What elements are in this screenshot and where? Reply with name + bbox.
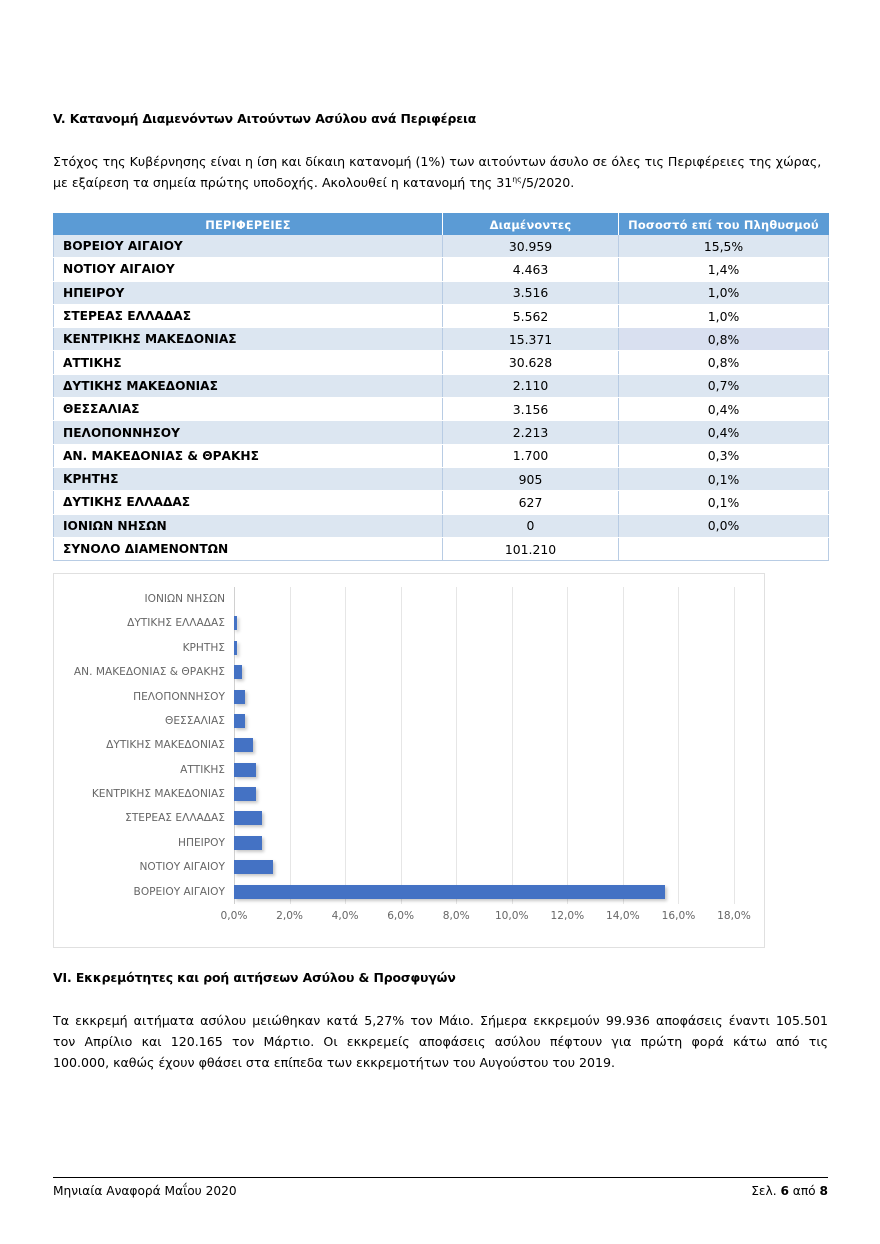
cell-percentage: 0,4% <box>619 421 829 444</box>
section-heading-v: V. Κατανομή Διαμενόντων Αιτούντων Ασύλου ανά Περιφέρεια <box>53 111 477 126</box>
cell-region: ΔΥΤΙΚΗΣ ΕΛΛΑΔΑΣ <box>54 491 443 514</box>
cell-region: ΑΝ. ΜΑΚΕΔΟΝΙΑΣ & ΘΡΑΚΗΣ <box>54 444 443 467</box>
closing-line-2: τον Απρίλιο και 120.165 τον Μάρτιο. Οι εκκρεμείς αποφάσεις ασύλου πέφτουν για πρώτη φορά κάτω από τις <box>53 1034 828 1049</box>
cell-region: ΗΠΕΙΡΟΥ <box>54 281 443 304</box>
cell-percentage <box>619 537 829 560</box>
cell-region: ΚΕΝΤΡΙΚΗΣ ΜΑΚΕΔΟΝΙΑΣ <box>54 328 443 351</box>
chart-category-row <box>180 758 734 782</box>
intro-line-2-after: /5/2020. <box>521 175 575 190</box>
chart-category-row <box>182 636 734 660</box>
cell-region: ΠΕΛΟΠΟΝΝΗΣΟΥ <box>54 421 443 444</box>
chart-category-row <box>127 611 734 635</box>
cell-region: ΝΟΤΙΟΥ ΑΙΓΑΙΟΥ <box>54 258 443 281</box>
table-body <box>54 235 829 561</box>
cell-region: ΘΕΣΣΑΛΙΑΣ <box>54 398 443 421</box>
table-row <box>54 351 829 374</box>
cell-percentage: 0,7% <box>619 374 829 397</box>
cell-residents: 2.213 <box>443 421 619 444</box>
footer-report-title: Μηνιαία Αναφορά Μαΐου 2020 <box>53 1184 237 1198</box>
intro-line-2-before: με εξαίρεση τα σημεία πρώτης υποδοχής. Ακολουθεί η κατανομή της 31 <box>53 175 513 190</box>
cell-region: ΙΟΝΙΩΝ ΝΗΣΩΝ <box>54 514 443 537</box>
table-row <box>54 374 829 397</box>
cell-region: ΑΤΤΙΚΗΣ <box>54 351 443 374</box>
footer-page-middle: από <box>788 1184 820 1198</box>
cell-percentage: 0,1% <box>619 491 829 514</box>
cell-percentage: 15,5% <box>619 235 829 258</box>
section-heading-vi: VI. Εκκρεμότητες και ροή αιτήσεων Ασύλου & Προσφυγών <box>53 970 456 985</box>
chart-x-tick-label: 14,0% <box>606 910 640 922</box>
chart-category-row <box>144 587 734 611</box>
table-row <box>54 304 829 327</box>
cell-residents: 1.700 <box>443 444 619 467</box>
chart-bar <box>234 738 253 752</box>
chart-bar <box>234 787 256 801</box>
chart-bar <box>234 763 256 777</box>
ordinal-suffix: ης <box>512 174 522 184</box>
chart-x-tick-label: 8,0% <box>442 910 470 922</box>
cell-residents: 30.628 <box>443 351 619 374</box>
chart-bar <box>234 665 242 679</box>
intro-paragraph <box>53 151 828 193</box>
chart-bar <box>234 714 245 728</box>
chart-bar <box>234 885 665 899</box>
cell-residents: 627 <box>443 491 619 514</box>
chart-category-label: ΑΤΤΙΚΗΣ <box>180 763 225 776</box>
cell-residents: 101.210 <box>443 537 619 560</box>
chart-x-tick-label: 10,0% <box>494 910 529 922</box>
footer-page-indicator <box>751 1184 828 1198</box>
chart-category-label: ΙΟΝΙΩΝ ΝΗΣΩΝ <box>144 593 225 605</box>
cell-percentage: 0,8% <box>619 328 829 351</box>
table-row <box>54 258 829 281</box>
cell-region: ΣΤΕΡΕΑΣ ΕΛΛΑΔΑΣ <box>54 304 443 327</box>
chart-bar <box>234 860 273 874</box>
footer-total-pages: 8 <box>819 1184 828 1198</box>
cell-residents: 15.371 <box>443 328 619 351</box>
chart-inner <box>54 574 764 947</box>
chart-category-label: ΚΕΝΤΡΙΚΗΣ ΜΑΚΕΔΟΝΙΑΣ <box>91 788 225 801</box>
cell-percentage: 0,1% <box>619 467 829 490</box>
cell-residents: 905 <box>443 467 619 490</box>
chart-category-row <box>165 709 734 733</box>
distribution-bar-chart <box>53 573 765 948</box>
column-header-residents: Διαμένοντες <box>443 214 619 236</box>
chart-category-label: ΝΟΤΙΟΥ ΑΙΓΑΙΟΥ <box>139 861 225 874</box>
footer-current-page: 6 <box>780 1184 789 1198</box>
cell-region: ΚΡΗΤΗΣ <box>54 467 443 490</box>
cell-region: ΒΟΡΕΙΟΥ ΑΙΓΑΙΟΥ <box>54 235 443 258</box>
closing-line-1: Τα εκκρεμή αιτήματα ασύλου μειώθηκαν κατά 5,27% τον Μάιο. Σήμερα εκκρεμούν 99.936 αποφάσεις έναντι 105.501 <box>53 1013 828 1028</box>
cell-percentage: 0,8% <box>619 351 829 374</box>
chart-category-row <box>133 880 734 904</box>
chart-x-tick-label: 18,0% <box>717 910 751 922</box>
cell-percentage: 0,0% <box>619 514 829 537</box>
chart-category-label: ΒΟΡΕΙΟΥ ΑΙΓΑΙΟΥ <box>133 885 225 898</box>
column-header-regions: ΠΕΡΙΦΕΡΕΙΕΣ <box>54 214 443 236</box>
chart-gridline <box>734 587 735 904</box>
chart-x-tick-label: 12,0% <box>550 910 585 922</box>
cell-residents: 0 <box>443 514 619 537</box>
chart-category-label: ΚΡΗΤΗΣ <box>182 641 225 654</box>
table-row <box>54 537 829 560</box>
chart-category-row <box>73 660 734 684</box>
cell-percentage: 1,0% <box>619 304 829 327</box>
table-row <box>54 281 829 304</box>
table-row <box>54 328 829 351</box>
cell-residents: 2.110 <box>443 374 619 397</box>
cell-percentage: 1,0% <box>619 281 829 304</box>
closing-line-3: 100.000, καθώς έχουν φθάσει στα επίπεδα των εκκρεμοτήτων του Αυγούστου του 2019. <box>53 1055 616 1070</box>
table-header-row <box>54 214 829 236</box>
footer-page-prefix: Σελ. <box>751 1184 781 1198</box>
chart-category-row <box>106 733 734 757</box>
chart-category-row <box>91 782 734 806</box>
chart-category-row <box>125 806 734 830</box>
chart-category-row <box>133 685 734 709</box>
footer-divider <box>53 1177 828 1178</box>
column-header-percentage: Ποσοστό επί του Πληθυσμού <box>619 214 829 236</box>
cell-residents: 4.463 <box>443 258 619 281</box>
table-row <box>54 491 829 514</box>
table-row <box>54 421 829 444</box>
chart-bar <box>234 641 237 655</box>
table-row <box>54 444 829 467</box>
chart-category-label: ΠΕΛΟΠΟΝΝΗΣΟΥ <box>133 690 225 703</box>
cell-residents: 3.156 <box>443 398 619 421</box>
cell-region: ΣΥΝΟΛΟ ΔΙΑΜΕΝΟΝΤΩΝ <box>54 537 443 560</box>
chart-x-tick-label: 6,0% <box>387 910 415 922</box>
chart-x-tick-label: 0,0% <box>220 910 248 922</box>
chart-bar <box>234 811 262 825</box>
cell-percentage: 1,4% <box>619 258 829 281</box>
chart-bar <box>234 836 262 850</box>
chart-category-label: ΘΕΣΣΑΛΙΑΣ <box>165 714 225 727</box>
chart-category-row <box>139 855 734 879</box>
cell-region: ΔΥΤΙΚΗΣ ΜΑΚΕΔΟΝΙΑΣ <box>54 374 443 397</box>
table-row <box>54 235 829 258</box>
chart-bar <box>234 690 245 704</box>
table-row <box>54 398 829 421</box>
chart-category-label: ΑΝ. ΜΑΚΕΔΟΝΙΑΣ & ΘΡΑΚΗΣ <box>73 666 225 679</box>
intro-line-1: Στόχος της Κυβέρνησης είναι η ίση και δίκαιη κατανομή (1%) των αιτούντων άσυλο σε όλες τις Περιφέρειες της χώρας, <box>53 154 822 169</box>
chart-category-label: ΔΥΤΙΚΗΣ ΕΛΛΑΔΑΣ <box>127 617 225 630</box>
cell-percentage: 0,4% <box>619 398 829 421</box>
cell-residents: 5.562 <box>443 304 619 327</box>
closing-paragraph <box>53 1010 828 1073</box>
cell-residents: 30.959 <box>443 235 619 258</box>
table-row <box>54 514 829 537</box>
chart-bar <box>234 616 237 630</box>
chart-category-label: ΔΥΤΙΚΗΣ ΜΑΚΕΔΟΝΙΑΣ <box>106 739 225 752</box>
chart-x-tick-label: 4,0% <box>331 910 359 922</box>
chart-x-tick-label: 16,0% <box>661 910 696 922</box>
cell-percentage: 0,3% <box>619 444 829 467</box>
chart-x-tick-label: 2,0% <box>276 910 304 922</box>
chart-plot-area <box>73 587 734 904</box>
chart-category-row <box>178 831 734 855</box>
chart-category-label: ΣΤΕΡΕΑΣ ΕΛΛΑΔΑΣ <box>125 812 225 825</box>
chart-category-label: ΗΠΕΙΡΟΥ <box>178 836 225 849</box>
region-distribution-table <box>53 213 829 561</box>
table-row <box>54 467 829 490</box>
cell-residents: 3.516 <box>443 281 619 304</box>
